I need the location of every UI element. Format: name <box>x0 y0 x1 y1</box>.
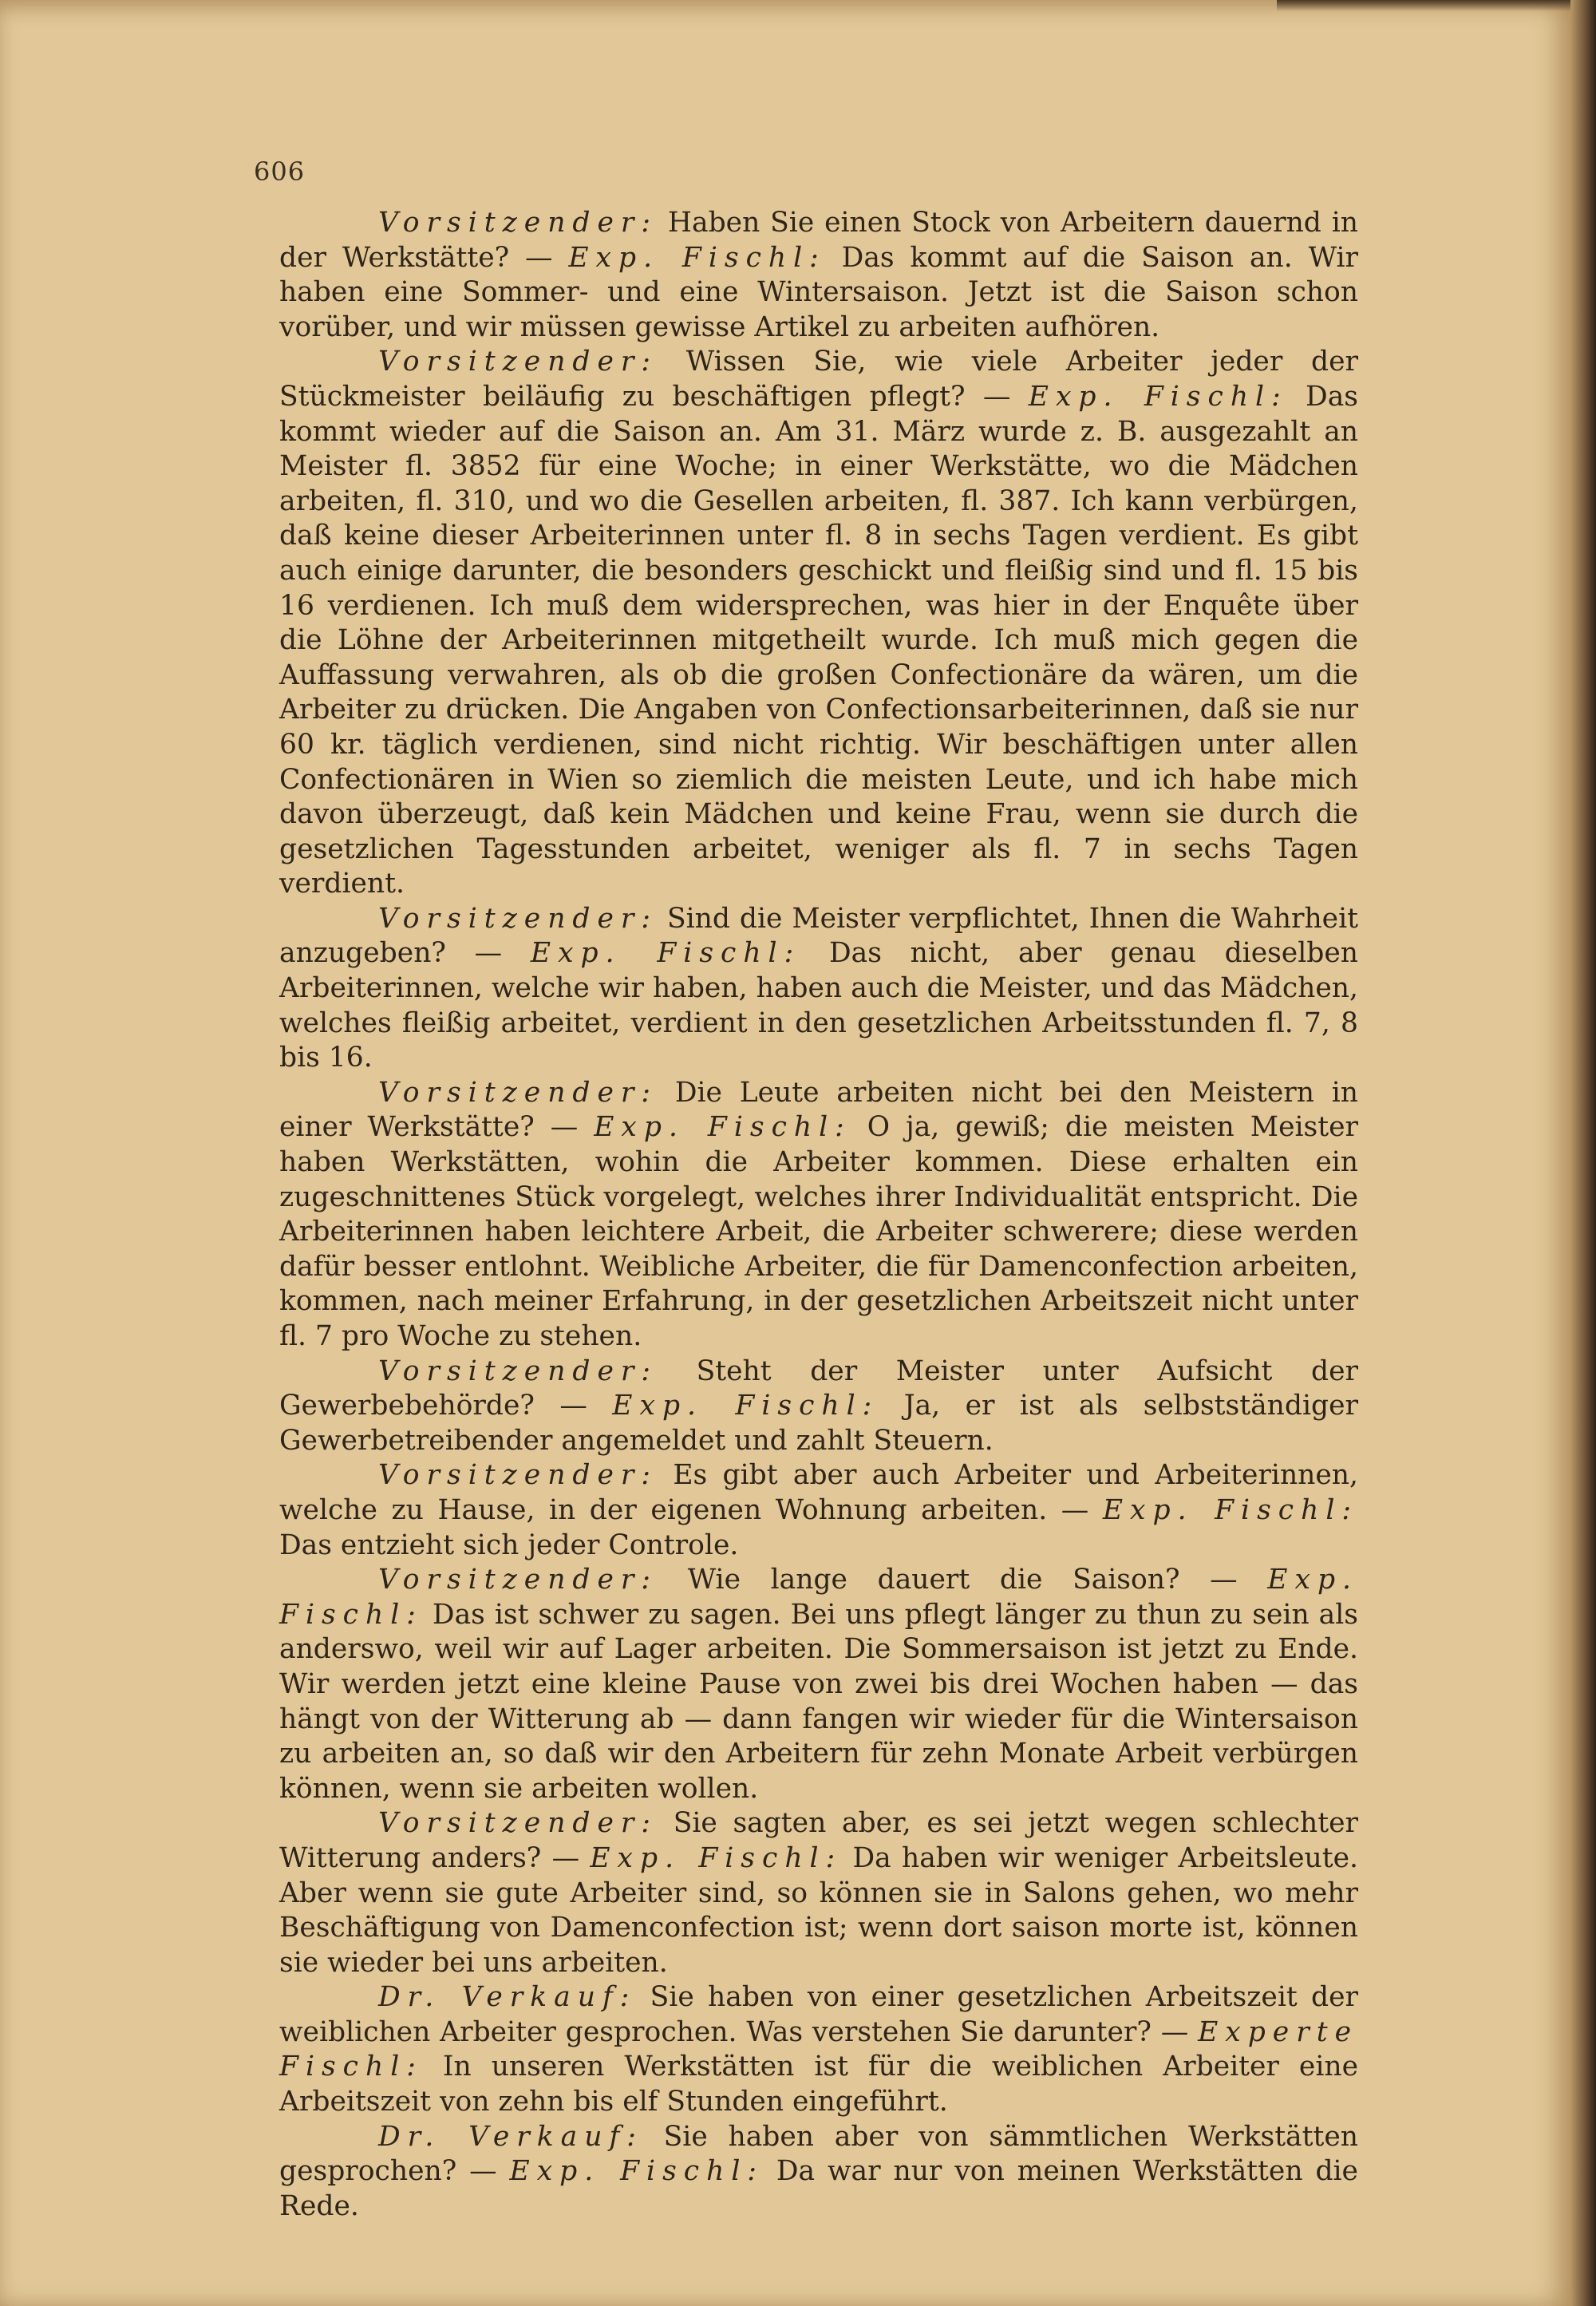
paragraph-text: Es gibt aber auch Arbeiter und Arbeiterinnen, welche zu Hause, in der eigenen Wohnung arbeiten. — <box>279 1459 1358 1526</box>
page-text-body <box>279 206 1358 2224</box>
page-number: 606 <box>254 156 306 187</box>
paragraph-text: Steht der Meister unter Aufsicht der Gewerbebehörde? — <box>279 1355 1358 1422</box>
paragraph-text: Sie haben aber von sämmtlichen Werkstätten gesprochen? — <box>279 2120 1358 2188</box>
paragraph-text: Sind die Meister verpflichtet, Ihnen die Wahrheit anzugeben? — <box>279 902 1358 970</box>
paragraph <box>279 345 1358 902</box>
paragraph <box>279 1076 1358 1355</box>
speaker-name: Exp. Fischl: <box>509 2155 764 2188</box>
speaker-name: Vorsitzender: <box>378 207 658 239</box>
paragraph-text: Wie lange dauert die Saison? — <box>658 1564 1268 1596</box>
paragraph <box>279 1355 1358 1459</box>
paragraph-text: Das kommt wieder auf die Saison an. Am 31. März wurde z. B. ausgezahlt an Meister fl. 3852 für eine Woche; in einer Werkstätte, wo die Mädchen arbeiten, fl. 310, und wo die Gesellen arbeiten, fl. 387. Ich kann verbürgen, daß keine dieser Arbeiterinnen unter fl. 8 in sechs Tagen verdient. Es gibt auch einige darunter, die besonders geschickt und fleißig sind und fl. 15 bis 16 verdienen. Ich muß dem widersprechen, was hier in der Enquête über die Löhne der Arbeiterinnen mitgetheilt wurde. Ich muß mich gegen die Auffassung verwahren, als ob die großen Confectionäre da wären, um die Arbeiter zu drücken. Die Angaben von Confectionsarbeiterinnen, daß sie nur 60 kr. täglich verdienen, sind nicht richtig. Wir beschäftigen unter allen Confectionären in Wien so ziemlich die meisten Leute, und ich habe mich davon überzeugt, daß kein Mädchen und keine Frau, wenn sie durch die gesetzlichen Tagesstunden arbeitet, weniger als fl. 7 in sechs Tagen verdient. <box>279 380 1358 900</box>
paragraph-text: Die Leute arbeiten nicht bei den Meistern in einer Werkstätte? — <box>279 1076 1358 1144</box>
speaker-name: Dr. Verkauf: <box>378 2120 643 2153</box>
paragraph-text: Das entzieht sich jeder Controle. <box>279 1529 739 1561</box>
speaker-name: Exp. Fischl: <box>530 937 801 970</box>
speaker-name: Vorsitzender: <box>378 902 658 935</box>
speaker-name: Vorsitzender: <box>378 1807 658 1840</box>
paragraph <box>279 1806 1358 1980</box>
paragraph-text: Ja, er ist als selbstständiger Gewerbetreibender angemeldet und zahlt Steuern. <box>279 1390 1358 1457</box>
paragraph <box>279 206 1358 345</box>
paragraph <box>279 1563 1358 1806</box>
speaker-name: Experte Fischl: <box>279 2015 1358 2083</box>
speaker-name: Exp. Fischl: <box>568 241 826 274</box>
speaker-name: Vorsitzender: <box>378 1355 658 1387</box>
speaker-name: Vorsitzender: <box>378 1564 658 1596</box>
paragraph-text: O ja, gewiß; die meisten Meister haben Werkstätten, wohin die Arbeiter kommen. Diese erhalten ein zugeschnittenes Stück vorgelegt, welches ihrer Individualität entspricht. Die Arbeiterinnen haben leichtere Arbeit, die Arbeiter schwerere; diese werden dafür besser entlohnt. Weibliche Arbeiter, die für Damenconfection arbeiten, kommen, nach meiner Erfahrung, in der gesetzlichen Arbeitszeit nicht unter fl. 7 pro Woche zu stehen. <box>279 1111 1358 1352</box>
paragraph-text: Das ist schwer zu sagen. Bei uns pflegt länger zu thun zu sein als anderswo, weil wir auf Lager arbeiten. Die Sommersaison ist jetzt zu Ende. Wir werden jetzt eine kleine Pause von zwei bis drei Wochen haben — das hängt von der Witterung ab — dann fangen wir wieder für die Wintersaison zu arbeiten an, so daß wir den Arbeitern für zehn Monate Arbeit verbürgen können, wenn sie arbeiten wollen. <box>279 1598 1358 1805</box>
page-top-shadow <box>1277 0 1570 11</box>
speaker-name: Exp. Fischl: <box>594 1111 851 1144</box>
speaker-name: Vorsitzender: <box>378 1459 658 1492</box>
paragraph <box>279 1458 1358 1563</box>
book-spine-edge <box>1570 0 1596 2306</box>
paragraph-text: Sie haben von einer gesetzlichen Arbeitszeit der weiblichen Arbeiter gesprochen. Was verstehen Sie darunter? — <box>279 1981 1358 2048</box>
paragraph-text: Da haben wir weniger Arbeitsleute. Aber wenn sie gute Arbeiter sind, so können sie in Salons gehen, wo mehr Beschäftigung von Damenconfection ist; wenn dort saison morte ist, können sie wieder bei uns arbeiten. <box>279 1841 1358 1979</box>
speaker-name: Exp. Fischl: <box>612 1390 879 1422</box>
speaker-name: Exp. Fischl: <box>279 1564 1358 1631</box>
paragraph-text: Haben Sie einen Stock von Arbeitern dauernd in der Werkstätte? — <box>279 207 1358 274</box>
paragraph <box>279 902 1358 1076</box>
paragraph <box>279 1980 1358 2119</box>
paragraph-text: Wissen Sie, wie viele Arbeiter jeder der Stückmeister beiläufig zu beschäftigen pflegt? — <box>279 346 1358 413</box>
paragraph-text: Das kommt auf die Saison an. Wir haben eine Sommer- und eine Wintersaison. Jetzt ist die Saison schon vorüber, und wir müssen gewisse Artikel zu arbeiten aufhören. <box>279 241 1358 343</box>
speaker-name: Exp. Fischl: <box>590 1841 843 1874</box>
speaker-name: Vorsitzender: <box>378 346 658 378</box>
paragraph-text: Das nicht, aber genau dieselben Arbeiterinnen, welche wir haben, haben auch die Meister, und das Mädchen, welches fleißig arbeitet, verdient in den gesetzlichen Arbeitsstunden fl. 7, 8 bis 16. <box>279 937 1358 1074</box>
paragraph <box>279 2120 1358 2225</box>
paragraph-text: In unseren Werkstätten ist für die weiblichen Arbeiter eine Arbeitszeit von zehn bis elf Stunden eingeführt. <box>279 2051 1358 2118</box>
speaker-name: Vorsitzender: <box>378 1076 658 1109</box>
paragraph-text: Sie sagten aber, es sei jetzt wegen schlechter Witterung anders? — <box>279 1807 1358 1874</box>
speaker-name: Exp. Fischl: <box>1028 380 1288 413</box>
speaker-name: Exp. Fischl: <box>1102 1493 1358 1526</box>
speaker-name: Dr. Verkauf: <box>378 1981 637 2014</box>
paragraph-text: Da war nur von meinen Werkstätten die Rede. <box>279 2155 1358 2222</box>
